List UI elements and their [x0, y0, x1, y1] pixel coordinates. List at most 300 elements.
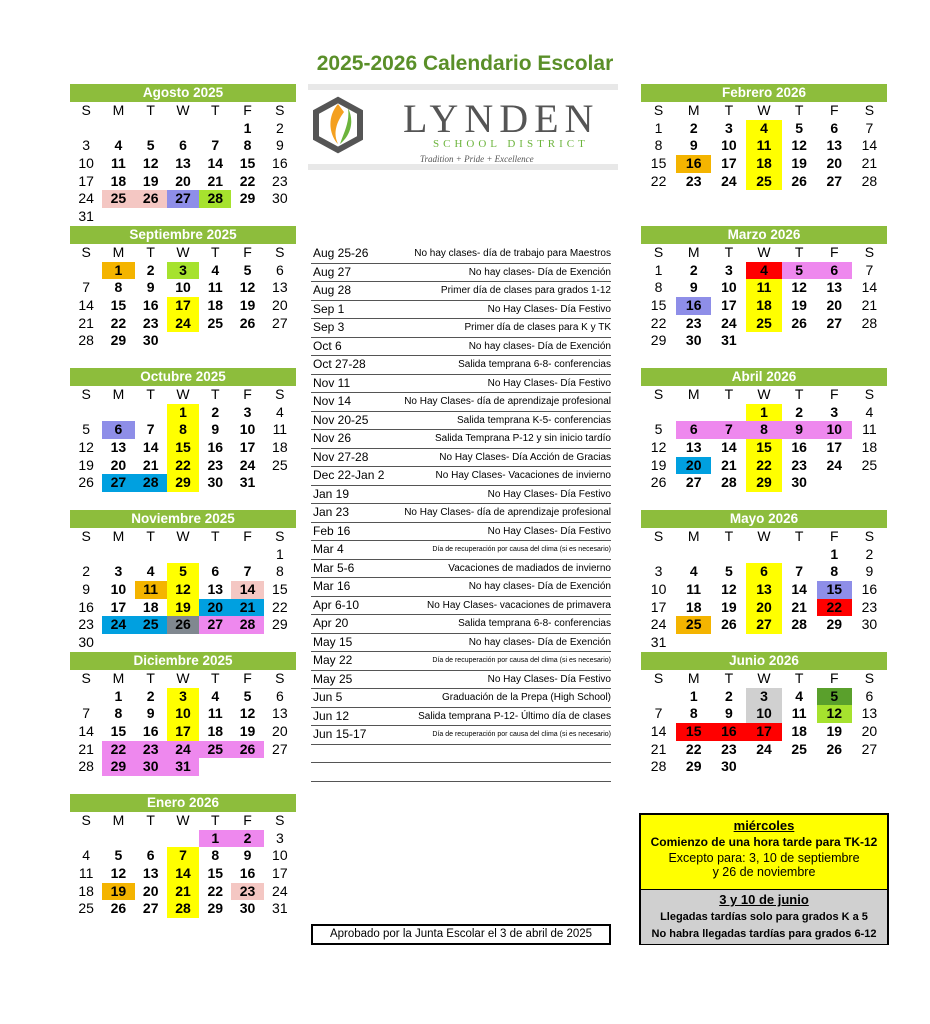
june-title: 3 y 10 de junio [719, 892, 809, 907]
day-cell [782, 350, 817, 368]
day-cell: 18 [685, 598, 702, 615]
logo-name: LYNDEN [403, 96, 600, 141]
event-row [311, 560, 611, 579]
day-cell [167, 546, 199, 564]
day-cell [199, 332, 231, 350]
day-cell [102, 492, 134, 510]
day-cell: 17 [78, 172, 94, 189]
day-cell: 12 [239, 705, 256, 722]
day-cell: 15 [650, 155, 667, 172]
month-grid [641, 528, 887, 652]
day-cell: 15 [676, 723, 711, 741]
day-cell: 9 [689, 279, 698, 296]
day-cell: 24 [272, 882, 288, 899]
logo-sub: SCHOOL DISTRICT [433, 138, 589, 150]
day-cell: 2 [865, 545, 874, 562]
day-cell: 4 [211, 687, 220, 704]
day-cell: 8 [243, 137, 252, 154]
weekday-label: W [757, 528, 771, 544]
day-cell: 23 [78, 616, 94, 633]
day-cell: 26 [167, 616, 199, 634]
day-cell: 6 [179, 137, 187, 154]
day-cell [231, 758, 263, 776]
event-row [311, 356, 611, 375]
day-cell: 15 [650, 297, 667, 314]
day-cell: 30 [207, 474, 224, 491]
day-cell: 14 [78, 723, 94, 740]
day-cell: 18 [207, 723, 224, 740]
day-cell [135, 776, 167, 794]
day-cell: 1 [102, 262, 134, 280]
weekday-label: T [794, 670, 804, 686]
day-cell: 9 [782, 421, 817, 439]
day-cell: 12 [142, 155, 159, 172]
day-cell: 23 [721, 740, 737, 757]
day-cell [782, 332, 817, 350]
event-row [311, 708, 611, 727]
day-cell [782, 634, 817, 652]
day-cell [167, 830, 199, 848]
day-cell [641, 190, 676, 208]
calendar-marzo [641, 226, 887, 368]
event-row [311, 745, 611, 764]
day-cell [641, 350, 676, 368]
weekday-label: F [829, 102, 839, 118]
day-cell: 26 [78, 474, 94, 491]
weekday-label: S [275, 670, 285, 686]
day-cell: 7 [211, 137, 220, 154]
day-cell: 27 [746, 616, 781, 634]
day-cell: 26 [135, 190, 167, 208]
calendar-septiembre [70, 226, 296, 368]
day-cell: 25 [207, 314, 224, 331]
day-cell: 11 [135, 581, 167, 599]
day-cell: 4 [146, 563, 155, 580]
month-grid [641, 670, 887, 794]
day-cell: 7 [654, 705, 663, 722]
day-cell [231, 776, 263, 794]
day-cell [231, 332, 263, 350]
day-cell: 27 [167, 190, 199, 208]
day-cell: 23 [207, 456, 224, 473]
month-grid [70, 244, 296, 368]
weekday-label: W [176, 386, 190, 402]
day-cell: 24 [826, 456, 843, 473]
event-row [311, 375, 611, 394]
day-cell: 30 [861, 616, 878, 633]
day-cell: 28 [861, 172, 878, 189]
day-cell: 1 [114, 687, 123, 704]
weekday-label: W [176, 670, 190, 686]
event-description: No Hay Clases- día de aprendizaje profesional [404, 507, 611, 518]
day-cell: 21 [861, 155, 878, 172]
event-date: Feb 16 [313, 523, 351, 538]
day-cell: 19 [721, 598, 737, 615]
day-cell: 16 [861, 581, 878, 598]
day-cell [102, 634, 134, 652]
day-cell: 7 [711, 421, 746, 439]
month-header: Junio 2026 [641, 652, 887, 670]
day-cell: 21 [78, 314, 94, 331]
day-cell: 15 [239, 155, 256, 172]
day-cell [676, 350, 711, 368]
day-cell [70, 404, 102, 422]
logo-tagline: Tradition + Pride + Excellence [420, 154, 534, 164]
weekday-label: F [243, 670, 252, 686]
day-cell: 7 [82, 279, 91, 296]
event-description: Día de recuperación por causa del clima (si es necesario) [432, 657, 611, 664]
day-cell: 20 [826, 297, 843, 314]
weekday-label: S [275, 812, 285, 828]
weekday-label: F [243, 244, 252, 260]
event-row [311, 597, 611, 616]
day-cell: 13 [110, 439, 127, 456]
day-cell: 28 [199, 190, 231, 208]
day-cell: 9 [82, 581, 91, 598]
day-cell: 2 [689, 119, 698, 136]
day-cell: 17 [272, 865, 288, 882]
day-cell: 19 [78, 456, 94, 473]
day-cell: 26 [231, 741, 263, 759]
day-cell [199, 120, 231, 138]
day-cell: 16 [207, 439, 224, 456]
weekday-label: F [243, 812, 252, 828]
day-cell [782, 758, 817, 776]
event-description: No Hay Clases- Día Festivo [487, 673, 611, 685]
day-cell: 6 [275, 687, 284, 704]
day-cell: 14 [721, 439, 737, 456]
weekday-label: T [724, 386, 734, 402]
day-cell: 20 [110, 456, 127, 473]
day-cell: 18 [746, 297, 781, 315]
day-cell [711, 208, 746, 226]
day-cell: 14 [861, 279, 878, 296]
day-cell: 8 [114, 705, 123, 722]
day-cell [676, 634, 711, 652]
day-cell: 14 [231, 581, 263, 599]
day-cell: 8 [689, 705, 698, 722]
event-date: Jun 5 [313, 690, 343, 704]
event-date: Apr 6-10 [313, 597, 360, 612]
day-cell: 28 [791, 616, 807, 633]
event-row [311, 504, 611, 523]
day-cell [852, 776, 887, 794]
day-cell [264, 332, 296, 350]
day-cell [782, 492, 817, 510]
weekday-label: S [275, 102, 285, 118]
day-cell: 24 [650, 616, 667, 633]
weekday-label: T [211, 102, 220, 118]
day-cell: 20 [272, 723, 288, 740]
weekday-label: T [146, 528, 155, 544]
day-cell: 20 [676, 457, 711, 475]
weekday-label: F [243, 528, 252, 544]
day-cell: 10 [175, 279, 191, 296]
day-cell: 13 [142, 865, 159, 882]
day-cell: 29 [746, 474, 781, 492]
weekday-label: T [794, 386, 804, 402]
day-cell: 6 [817, 262, 852, 280]
day-cell: 6 [275, 261, 284, 278]
day-cell [817, 208, 852, 226]
day-cell: 1 [654, 261, 663, 278]
day-cell: 23 [135, 741, 167, 759]
day-cell: 5 [654, 421, 663, 438]
weekday-label: S [864, 386, 875, 402]
day-cell: 14 [861, 137, 878, 154]
day-cell [231, 208, 263, 226]
day-cell: 7 [82, 705, 91, 722]
day-cell: 19 [142, 172, 159, 189]
event-description: Día de recuperación por causa del clima (si es necesario) [432, 731, 611, 738]
weekday-label: S [275, 528, 285, 544]
calendar-febrero [641, 84, 887, 226]
day-cell [264, 776, 296, 794]
event-row [311, 578, 611, 597]
weekday-label: W [757, 102, 771, 118]
day-cell [711, 404, 746, 422]
wednesday-line-1: Comienzo de una hora tarde para TK-12 [650, 835, 878, 849]
day-cell: 3 [82, 137, 91, 154]
day-cell: 2 [724, 687, 733, 704]
event-date: Oct 6 [313, 338, 342, 353]
weekday-label: S [864, 102, 875, 118]
day-cell [746, 350, 781, 368]
day-cell [102, 776, 134, 794]
weekday-label: S [81, 812, 91, 828]
weekday-label: F [829, 386, 839, 402]
day-cell [641, 688, 676, 706]
day-cell: 25 [861, 456, 878, 473]
day-cell [711, 350, 746, 368]
day-cell: 13 [272, 705, 288, 722]
event-description [389, 763, 611, 781]
day-cell: 11 [111, 155, 126, 172]
day-cell: 31 [272, 900, 288, 917]
weekday-label: T [146, 244, 155, 260]
event-date: Oct 27-28 [313, 357, 366, 371]
day-cell: 10 [721, 137, 737, 154]
day-cell: 17 [826, 439, 843, 456]
day-cell: 26 [110, 900, 127, 917]
day-cell [135, 634, 167, 652]
weekday-label: F [243, 386, 252, 402]
calendar-enero [70, 794, 296, 936]
day-cell: 4 [746, 262, 781, 280]
day-cell: 17 [110, 598, 127, 615]
event-description: Salida temprana K-5- conferencias [457, 414, 611, 426]
event-description: No Hay Clases- día de aprendizaje profesional [404, 396, 611, 407]
day-cell: 12 [791, 137, 807, 154]
day-cell: 22 [239, 172, 256, 189]
weekday-label: T [146, 102, 155, 118]
day-cell: 26 [791, 314, 807, 331]
day-cell [135, 404, 167, 422]
day-cell: 22 [272, 598, 288, 615]
day-cell: 10 [167, 705, 199, 723]
day-cell: 24 [167, 315, 199, 333]
day-cell: 11 [207, 705, 223, 722]
day-cell: 8 [114, 279, 123, 296]
weekday-label: M [112, 812, 125, 828]
event-date: Sep 1 [313, 301, 345, 316]
day-cell: 11 [862, 421, 877, 438]
month-grid [641, 244, 887, 368]
day-cell: 3 [724, 119, 733, 136]
day-cell: 24 [239, 456, 256, 473]
day-cell: 22 [685, 740, 702, 757]
day-cell: 29 [110, 332, 127, 349]
day-cell: 24 [721, 172, 737, 189]
day-cell: 21 [231, 599, 263, 617]
day-cell: 7 [795, 563, 804, 580]
weekday-label: M [687, 244, 700, 260]
event-date: Aug 27 [313, 264, 352, 279]
late-start-notes [639, 813, 889, 945]
day-cell: 4 [275, 403, 284, 420]
day-cell [264, 474, 296, 492]
day-cell [199, 758, 231, 776]
day-cell: 19 [791, 297, 807, 314]
weekday-label: M [687, 670, 700, 686]
day-cell: 4 [746, 120, 781, 138]
day-cell [167, 918, 199, 936]
day-cell: 1 [167, 404, 199, 422]
day-cell: 14 [650, 723, 667, 740]
day-cell: 12 [110, 865, 127, 882]
weekday-label: S [81, 386, 91, 402]
day-cell [135, 546, 167, 564]
day-cell: 29 [272, 616, 288, 633]
day-cell: 5 [782, 262, 817, 280]
day-cell [817, 634, 852, 652]
weekday-label: M [112, 386, 125, 402]
day-cell [676, 190, 711, 208]
day-cell: 4 [795, 687, 804, 704]
weekday-label: S [864, 244, 875, 260]
day-cell [782, 546, 817, 564]
month-header: Octubre 2025 [70, 368, 296, 386]
event-row [311, 652, 611, 671]
event-description: Vacaciones de madiados de invierno [448, 562, 611, 574]
event-row [311, 430, 611, 449]
day-cell: 25 [102, 190, 134, 208]
month-header: Noviembre 2025 [70, 510, 296, 528]
calendar-abril [641, 368, 887, 510]
event-description: No Hay Clases- Día Festivo [487, 377, 611, 389]
day-cell: 25 [199, 741, 231, 759]
day-cell: 31 [721, 332, 737, 349]
event-row [311, 523, 611, 542]
day-cell: 5 [146, 137, 155, 154]
calendar-junio [641, 652, 887, 794]
weekday-label: M [687, 386, 700, 402]
weekday-label: T [146, 812, 155, 828]
day-cell: 27 [826, 314, 843, 331]
event-description [389, 745, 611, 763]
day-cell [817, 474, 852, 492]
approval-note: Aprobado por la Junta Escolar el 3 de abril de 2025 [311, 924, 611, 945]
day-cell [711, 634, 746, 652]
day-cell: 19 [650, 456, 667, 473]
day-cell: 22 [110, 314, 127, 331]
day-cell: 15 [272, 581, 288, 598]
event-row [311, 541, 611, 560]
weekday-label: W [757, 386, 771, 402]
weekday-label: F [243, 102, 252, 118]
weekday-label: T [794, 528, 804, 544]
day-cell [641, 492, 676, 510]
day-cell: 2 [146, 687, 155, 704]
day-cell: 26 [721, 616, 737, 633]
month-grid [641, 102, 887, 226]
day-cell: 30 [135, 758, 167, 776]
month-header: Diciembre 2025 [70, 652, 296, 670]
day-cell: 17 [167, 723, 199, 741]
day-cell: 15 [110, 723, 127, 740]
day-cell [852, 208, 887, 226]
event-description: Salida Temprana P-12 y sin inicio tardío [434, 433, 611, 444]
event-description: No Hay Clases- Vacaciones de invierno [435, 470, 611, 481]
day-cell: 10 [721, 279, 737, 296]
event-description: Salida temprana 6-8- conferencias [458, 618, 611, 629]
day-cell: 30 [685, 332, 702, 349]
weekday-label: T [211, 812, 220, 828]
day-cell [231, 350, 263, 368]
day-cell [167, 120, 199, 138]
day-cell [102, 350, 134, 368]
weekday-label: T [146, 386, 155, 402]
day-cell: 25 [135, 616, 167, 634]
day-cell: 18 [746, 155, 781, 173]
day-cell: 3 [724, 261, 733, 278]
day-cell: 21 [142, 456, 159, 473]
day-cell [264, 208, 296, 226]
weekday-label: S [653, 670, 664, 686]
day-cell: 8 [654, 279, 663, 296]
day-cell: 28 [167, 900, 199, 918]
day-cell: 22 [650, 314, 667, 331]
month-grid [70, 102, 296, 226]
day-cell [746, 546, 781, 564]
day-cell: 18 [861, 439, 878, 456]
day-cell: 29 [207, 900, 224, 917]
day-cell: 23 [142, 314, 159, 331]
weekday-label: S [81, 670, 91, 686]
day-cell: 14 [142, 439, 159, 456]
day-cell: 30 [239, 900, 256, 917]
district-logo [308, 84, 618, 170]
event-date: Dec 22-Jan 2 [313, 468, 385, 482]
event-date: Apr 20 [313, 616, 349, 630]
day-cell: 31 [239, 474, 256, 491]
day-cell: 5 [724, 563, 733, 580]
day-cell [817, 492, 852, 510]
day-cell: 10 [817, 421, 852, 439]
event-date: Nov 26 [313, 431, 352, 445]
event-date: May 25 [313, 671, 353, 686]
day-cell: 8 [830, 563, 839, 580]
day-cell [264, 492, 296, 510]
day-cell: 25 [746, 173, 781, 191]
event-description: Salida temprana 6-8- conferencias [458, 359, 611, 370]
month-grid [70, 386, 296, 510]
day-cell: 27 [861, 740, 878, 757]
day-cell: 16 [78, 598, 94, 615]
day-cell [852, 758, 887, 776]
day-cell: 19 [167, 599, 199, 617]
day-cell [167, 208, 199, 226]
